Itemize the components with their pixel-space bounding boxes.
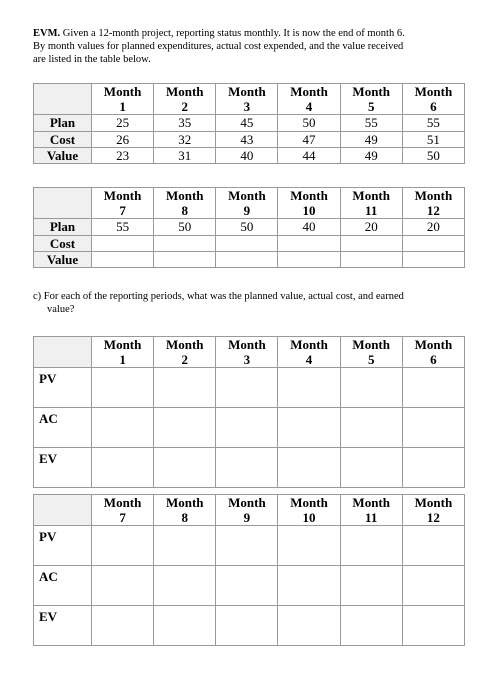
answer-cell[interactable]: [340, 448, 402, 488]
month-header: Month 7: [92, 495, 154, 526]
question-c: [33, 291, 463, 316]
table-cell: 44: [278, 147, 340, 163]
answer-cell[interactable]: [278, 408, 340, 448]
corner-cell: [34, 337, 92, 368]
question-line-1: c) For each of the reporting periods, what was the planned value, actual cost, and earned: [33, 291, 404, 302]
data-table-months-1-6: [33, 83, 465, 164]
table-cell: 35: [154, 115, 216, 131]
month-header: Month 8: [154, 188, 216, 219]
table-cell: 49: [340, 147, 402, 163]
answer-cell[interactable]: [216, 606, 278, 646]
answer-cell[interactable]: [154, 606, 216, 646]
answer-cell[interactable]: [340, 368, 402, 408]
intro-bold-label: EVM.: [33, 28, 61, 39]
table-cell: [154, 235, 216, 251]
table-row: [34, 131, 465, 147]
answer-cell[interactable]: [402, 448, 464, 488]
month-header: Month 1: [92, 337, 154, 368]
table-header-row: [34, 337, 465, 368]
answer-table-months-1-6: [33, 336, 465, 488]
row-label-plan: Plan: [34, 219, 92, 235]
table-row: [34, 235, 465, 251]
answer-cell[interactable]: [92, 526, 154, 566]
table-cell: [216, 235, 278, 251]
answer-cell[interactable]: [278, 368, 340, 408]
row-label-ev: EV: [34, 448, 92, 488]
table-cell: [92, 235, 154, 251]
table-cell: 26: [92, 131, 154, 147]
month-header: Month 4: [278, 337, 340, 368]
month-header: Month 9: [216, 188, 278, 219]
answer-cell[interactable]: [402, 368, 464, 408]
table-cell: [340, 235, 402, 251]
row-label-value: Value: [34, 147, 92, 163]
answer-cell[interactable]: [402, 526, 464, 566]
question-line-2: value?: [47, 303, 75, 315]
table-cell: 20: [340, 219, 402, 235]
row-label-plan: Plan: [34, 115, 92, 131]
answer-cell[interactable]: [340, 408, 402, 448]
table-cell: 23: [92, 147, 154, 163]
intro-line-3: are listed in the table below.: [33, 54, 151, 66]
row-label-pv: PV: [34, 526, 92, 566]
answer-cell[interactable]: [278, 606, 340, 646]
table-row: [34, 115, 465, 131]
answer-cell[interactable]: [278, 566, 340, 606]
answer-cell[interactable]: [340, 606, 402, 646]
month-header: Month 11: [340, 495, 402, 526]
table-cell: 50: [216, 219, 278, 235]
answer-cell[interactable]: [154, 408, 216, 448]
month-header: Month 6: [402, 337, 464, 368]
month-header: Month 2: [154, 84, 216, 115]
table-cell: 31: [154, 147, 216, 163]
table-cell: 55: [402, 115, 464, 131]
answer-cell[interactable]: [92, 408, 154, 448]
table-row: [34, 219, 465, 235]
answer-cell[interactable]: [216, 526, 278, 566]
month-header: Month 9: [216, 495, 278, 526]
month-header: Month 11: [340, 188, 402, 219]
answer-cell[interactable]: [92, 448, 154, 488]
table-cell: [402, 251, 464, 267]
month-header: Month 12: [402, 495, 464, 526]
month-header: Month 4: [278, 84, 340, 115]
table-row: [34, 526, 465, 566]
row-label-pv: PV: [34, 368, 92, 408]
month-header: Month 10: [278, 188, 340, 219]
table-row: [34, 566, 465, 606]
month-header: Month 6: [402, 84, 464, 115]
table-cell: [278, 235, 340, 251]
table-row: [34, 147, 465, 163]
table-cell: 50: [278, 115, 340, 131]
month-header: Month 12: [402, 188, 464, 219]
answer-cell[interactable]: [216, 566, 278, 606]
table-row: [34, 251, 465, 267]
table-header-row: [34, 188, 465, 219]
table-cell: 50: [402, 147, 464, 163]
table-cell: 47: [278, 131, 340, 147]
table-cell: 50: [154, 219, 216, 235]
corner-cell: [34, 188, 92, 219]
row-label-value: Value: [34, 251, 92, 267]
row-label-ac: AC: [34, 408, 92, 448]
table-cell: 40: [216, 147, 278, 163]
table-cell: 45: [216, 115, 278, 131]
row-label-ev: EV: [34, 606, 92, 646]
table-cell: [216, 251, 278, 267]
table-cell: [340, 251, 402, 267]
answer-cell[interactable]: [402, 606, 464, 646]
answer-table-months-7-12: [33, 494, 465, 646]
table-row: [34, 448, 465, 488]
table-cell: 32: [154, 131, 216, 147]
month-header: Month 10: [278, 495, 340, 526]
table-cell: [92, 251, 154, 267]
table-row: [34, 606, 465, 646]
month-header: Month 5: [340, 84, 402, 115]
answer-cell[interactable]: [278, 448, 340, 488]
answer-cell[interactable]: [92, 368, 154, 408]
answer-cell[interactable]: [154, 368, 216, 408]
answer-cell[interactable]: [216, 368, 278, 408]
answer-cell[interactable]: [278, 526, 340, 566]
answer-cell[interactable]: [402, 566, 464, 606]
table-cell: 20: [402, 219, 464, 235]
row-label-cost: Cost: [34, 235, 92, 251]
answer-cell[interactable]: [340, 526, 402, 566]
month-header: Month 2: [154, 337, 216, 368]
table-row: [34, 408, 465, 448]
answer-cell[interactable]: [216, 408, 278, 448]
row-label-cost: Cost: [34, 131, 92, 147]
corner-cell: [34, 84, 92, 115]
table-cell: 49: [340, 131, 402, 147]
intro-line-2: By month values for planned expenditures, actual cost expended, and the value received: [33, 41, 404, 53]
table-cell: 55: [340, 115, 402, 131]
table-cell: 55: [92, 219, 154, 235]
row-label-ac: AC: [34, 566, 92, 606]
answer-cell[interactable]: [92, 566, 154, 606]
table-cell: 51: [402, 131, 464, 147]
table-header-row: [34, 84, 465, 115]
intro-paragraph: [33, 27, 463, 67]
table-cell: [278, 251, 340, 267]
answer-cell[interactable]: [154, 566, 216, 606]
answer-cell[interactable]: [216, 448, 278, 488]
table-cell: 25: [92, 115, 154, 131]
table-cell: 40: [278, 219, 340, 235]
table-row: [34, 368, 465, 408]
answer-cell[interactable]: [154, 448, 216, 488]
table-header-row: [34, 495, 465, 526]
month-header: Month 1: [92, 84, 154, 115]
table-cell: [154, 251, 216, 267]
answer-cell[interactable]: [402, 408, 464, 448]
corner-cell: [34, 495, 92, 526]
table-cell: 43: [216, 131, 278, 147]
month-header: Month 5: [340, 337, 402, 368]
intro-line-1: Given a 12-month project, reporting status monthly. It is now the end of month 6.: [60, 28, 405, 39]
answer-cell[interactable]: [340, 566, 402, 606]
month-header: Month 3: [216, 84, 278, 115]
month-header: Month 3: [216, 337, 278, 368]
month-header: Month 8: [154, 495, 216, 526]
data-table-months-7-12: [33, 187, 465, 268]
answer-cell[interactable]: [92, 606, 154, 646]
table-cell: [402, 235, 464, 251]
month-header: Month 7: [92, 188, 154, 219]
answer-cell[interactable]: [154, 526, 216, 566]
